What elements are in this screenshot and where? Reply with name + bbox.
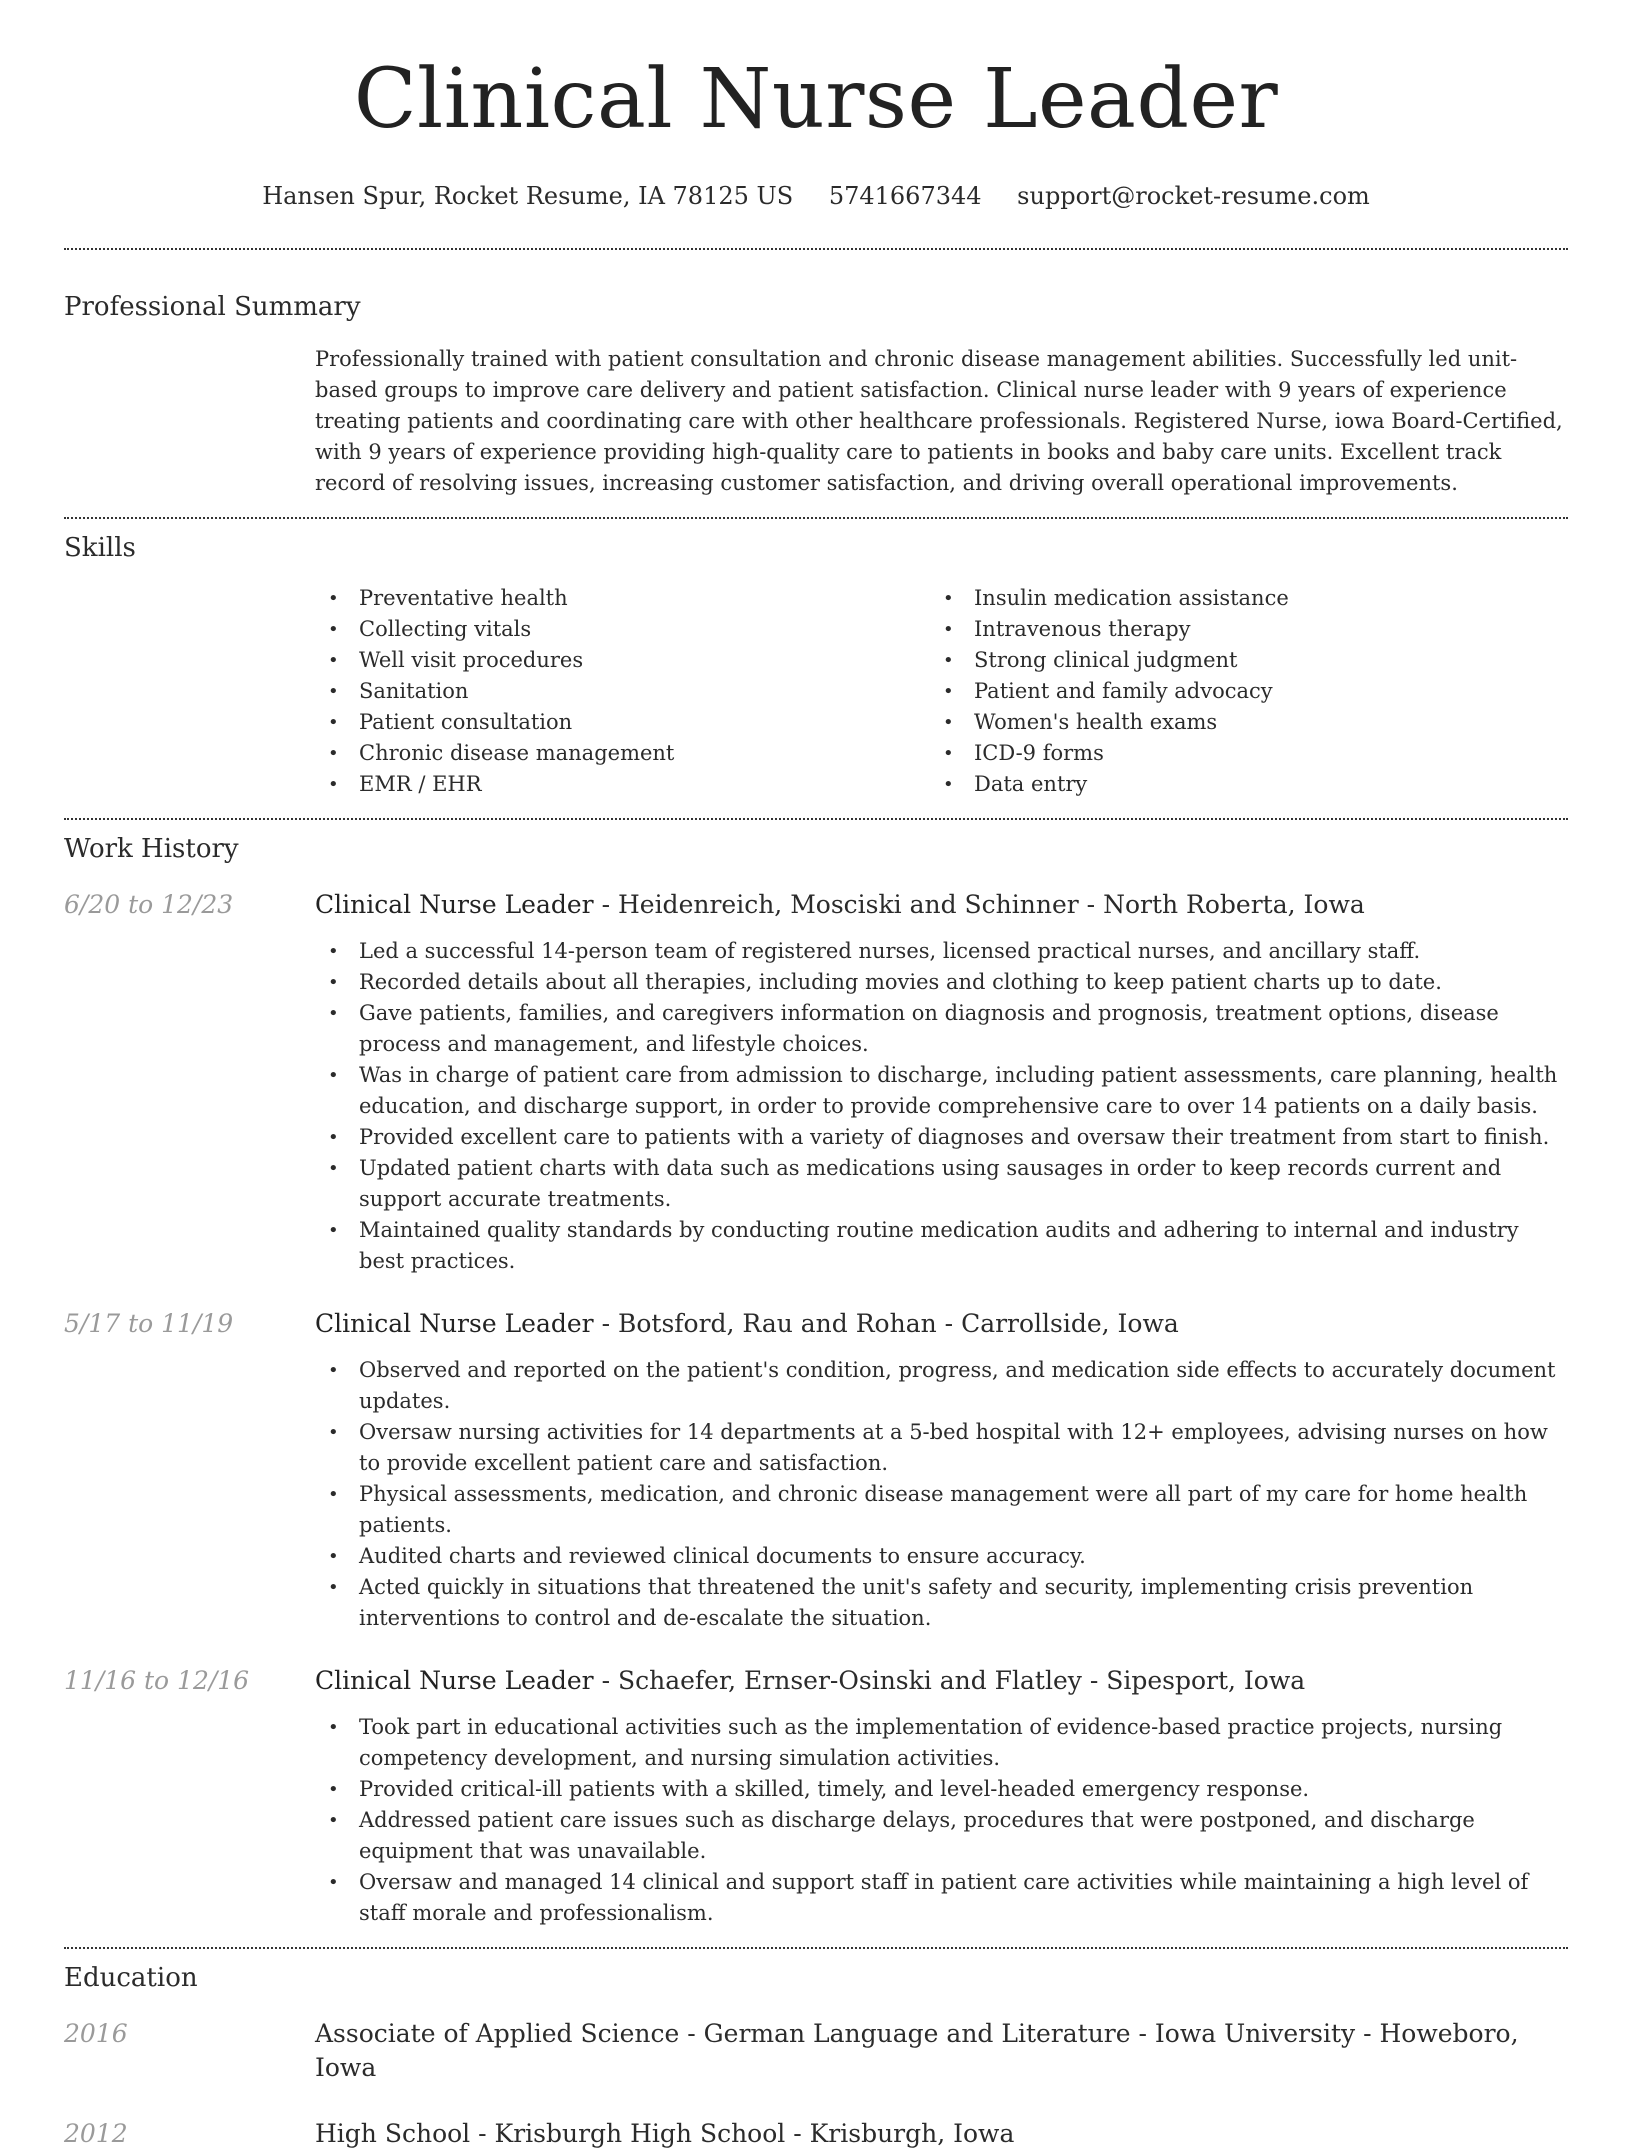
job-bullet: • Maintained quality standards by conducting routine medication audits and adhering to internal and industry best practices. [315, 1215, 1568, 1277]
job-bullet: • Provided excellent care to patients with a variety of diagnoses and oversaw their treatment from start to finish. [315, 1122, 1568, 1153]
education-year: 2016 [64, 2019, 128, 2048]
education-school: Iowa University [1154, 2019, 1356, 2048]
section-title-skills: Skills [64, 533, 136, 563]
separator: - [593, 1666, 618, 1695]
job-bullet: • Updated patient charts with data such as medications using sausages in order to keep records current and support accurate treatments. [315, 1153, 1568, 1215]
separator: - [593, 1309, 618, 1338]
resume-page [64, 0, 1568, 2148]
job-bullet: • Led a successful 14-person team of registered nurses, licensed practical nurses, and ancillary staff. [315, 936, 1568, 967]
job-position: Clinical Nurse Leader [315, 1666, 594, 1695]
job-bullet: • Observed and reported on the patient's condition, progress, and medication side effects to accurately document updates. [315, 1355, 1568, 1417]
education-location: Krisburgh, Iowa [809, 2119, 1015, 2148]
separator: - [593, 890, 618, 919]
section-title-summary: Professional Summary [64, 292, 361, 322]
education-degree: High School [315, 2119, 471, 2148]
skill-item: • ICD-9 forms [930, 738, 1545, 769]
job-bullets [315, 1712, 1568, 1929]
separator: - [1130, 2019, 1155, 2048]
skill-item: • Women's health exams [930, 707, 1545, 738]
job-position: Clinical Nurse Leader [315, 1309, 594, 1338]
job-body [315, 1307, 1568, 1634]
skill-item: • Patient and family advocacy [930, 676, 1545, 707]
skills-lists [315, 583, 1568, 800]
job-bullet: • Gave patients, families, and caregivers information on diagnosis and prognosis, treatment options, disease process and management, and lifestyle choices. [315, 998, 1568, 1060]
job-location: North Roberta, Iowa [1103, 890, 1365, 919]
skill-item: • Strong clinical judgment [930, 645, 1545, 676]
job-bullet: • Audited charts and reviewed clinical documents to ensure accuracy. [315, 1541, 1568, 1572]
skill-item: • Preventative health [315, 583, 930, 614]
address-text: Hansen Spur, Rocket Resume, IA 78125 US [262, 182, 794, 210]
contact-line [64, 180, 1568, 212]
education-degree: Associate of Applied Science [315, 2019, 680, 2048]
separator: - [1081, 1666, 1107, 1695]
skill-item: • EMR / EHR [315, 769, 930, 800]
divider [64, 517, 1568, 519]
job-entry [64, 1664, 1568, 1929]
page-title: Clinical Nurse Leader [353, 52, 1279, 147]
skill-item: • Collecting vitals [315, 614, 930, 645]
job-dates: 6/20 to 12/23 [64, 890, 234, 919]
skill-item: • Intravenous therapy [930, 614, 1545, 645]
education-field: German Language and Literature [703, 2019, 1131, 2048]
job-bullets [315, 936, 1568, 1277]
summary-spacer [64, 344, 315, 499]
education-entry [64, 2117, 1568, 2151]
email-link[interactable]: support@rocket-resume.com [1017, 182, 1370, 210]
job-entry [64, 888, 1568, 1277]
section-title-education: Education [64, 1963, 198, 1993]
phone-text: 5741667344 [828, 182, 982, 210]
job-title [315, 888, 1568, 922]
separator: - [679, 2019, 704, 2048]
skills-list-left [315, 583, 930, 800]
job-bullet: • Took part in educational activities such as the implementation of evidence-based practice projects, nursing competency development, and nursing simulation activities. [315, 1712, 1568, 1774]
skill-item: • Well visit procedures [315, 645, 930, 676]
job-body [315, 1664, 1568, 1929]
job-company: Botsford, Rau and Rohan [617, 1309, 937, 1338]
job-bullet: • Addressed patient care issues such as discharge delays, procedures that were postponed, and discharge equipment that was unavailable. [315, 1805, 1568, 1867]
section-title-work: Work History [64, 834, 239, 864]
job-dates: 5/17 to 11/19 [64, 1309, 234, 1338]
job-company: Heidenreich, Mosciski and Schinner [617, 890, 1079, 919]
separator: - [785, 2119, 810, 2148]
job-bullet: • Oversaw and managed 14 clinical and support staff in patient care activities while maintaining a high level of staff morale and professionalism. [315, 1867, 1568, 1929]
job-bullet: • Acted quickly in situations that threatened the unit's safety and security, implementing crisis prevention interventions to control and de-escalate the situation. [315, 1572, 1568, 1634]
skill-item: • Sanitation [315, 676, 930, 707]
job-bullet: • Recorded details about all therapies, including movies and clothing to keep patient charts up to date. [315, 967, 1568, 998]
divider [64, 818, 1568, 820]
job-entry [64, 1307, 1568, 1634]
job-company: Schaefer, Ernser-Osinski and Flatley [617, 1666, 1082, 1695]
skill-item: • Insulin medication assistance [930, 583, 1545, 614]
separator: - [936, 1309, 962, 1338]
summary-text: Professionally trained with patient consultation and chronic disease management abilities. Successfully led unit-based groups to improve care delivery and patient satisfaction. Clinical nurse leader with 9 years of experience treating patients and coordinating care with other healthcare professionals. Registered Nurse, iowa Board-Certified, with 9 years of experience providing high-quality care to patients in books and baby care units. Excellent track record of resolving issues, increasing customer satisfaction, and driving overall operational improvements. [315, 347, 1563, 495]
skills-list-right [930, 583, 1545, 800]
education-location: Howeboro, Iowa [315, 2019, 1519, 2082]
education-year: 2012 [64, 2119, 128, 2148]
education-entry [64, 2017, 1568, 2085]
skill-item: • Data entry [930, 769, 1545, 800]
job-location: Carrollside, Iowa [961, 1309, 1179, 1338]
separator: - [470, 2119, 495, 2148]
skill-item: • Patient consultation [315, 707, 930, 738]
job-bullet: • Oversaw nursing activities for 14 departments at a 5-bed hospital with 12+ employees, advising nurses on how to provide excellent patient care and satisfaction. [315, 1417, 1568, 1479]
education-school: Krisburgh High School [494, 2119, 786, 2148]
skills-spacer [64, 583, 315, 800]
education-title [315, 2117, 1568, 2151]
job-title [315, 1307, 1568, 1341]
job-body [315, 888, 1568, 1277]
education-title [315, 2017, 1568, 2085]
summary-row [64, 344, 1568, 499]
skills-row [64, 583, 1568, 800]
separator: - [1078, 890, 1104, 919]
job-title [315, 1664, 1568, 1698]
job-bullets [315, 1355, 1568, 1634]
divider [64, 248, 1568, 250]
separator: - [1355, 2019, 1380, 2048]
job-position: Clinical Nurse Leader [315, 890, 594, 919]
job-dates: 11/16 to 12/16 [64, 1666, 250, 1695]
divider [64, 1947, 1568, 1949]
skill-item: • Chronic disease management [315, 738, 930, 769]
job-bullet: • Provided critical-ill patients with a skilled, timely, and level-headed emergency response. [315, 1774, 1568, 1805]
job-bullet: • Physical assessments, medication, and chronic disease management were all part of my care for home health patients. [315, 1479, 1568, 1541]
job-bullet: • Was in charge of patient care from admission to discharge, including patient assessments, care planning, health education, and discharge support, in order to provide comprehensive care to over 14 patients on a daily basis. [315, 1060, 1568, 1122]
job-location: Sipesport, Iowa [1106, 1666, 1306, 1695]
